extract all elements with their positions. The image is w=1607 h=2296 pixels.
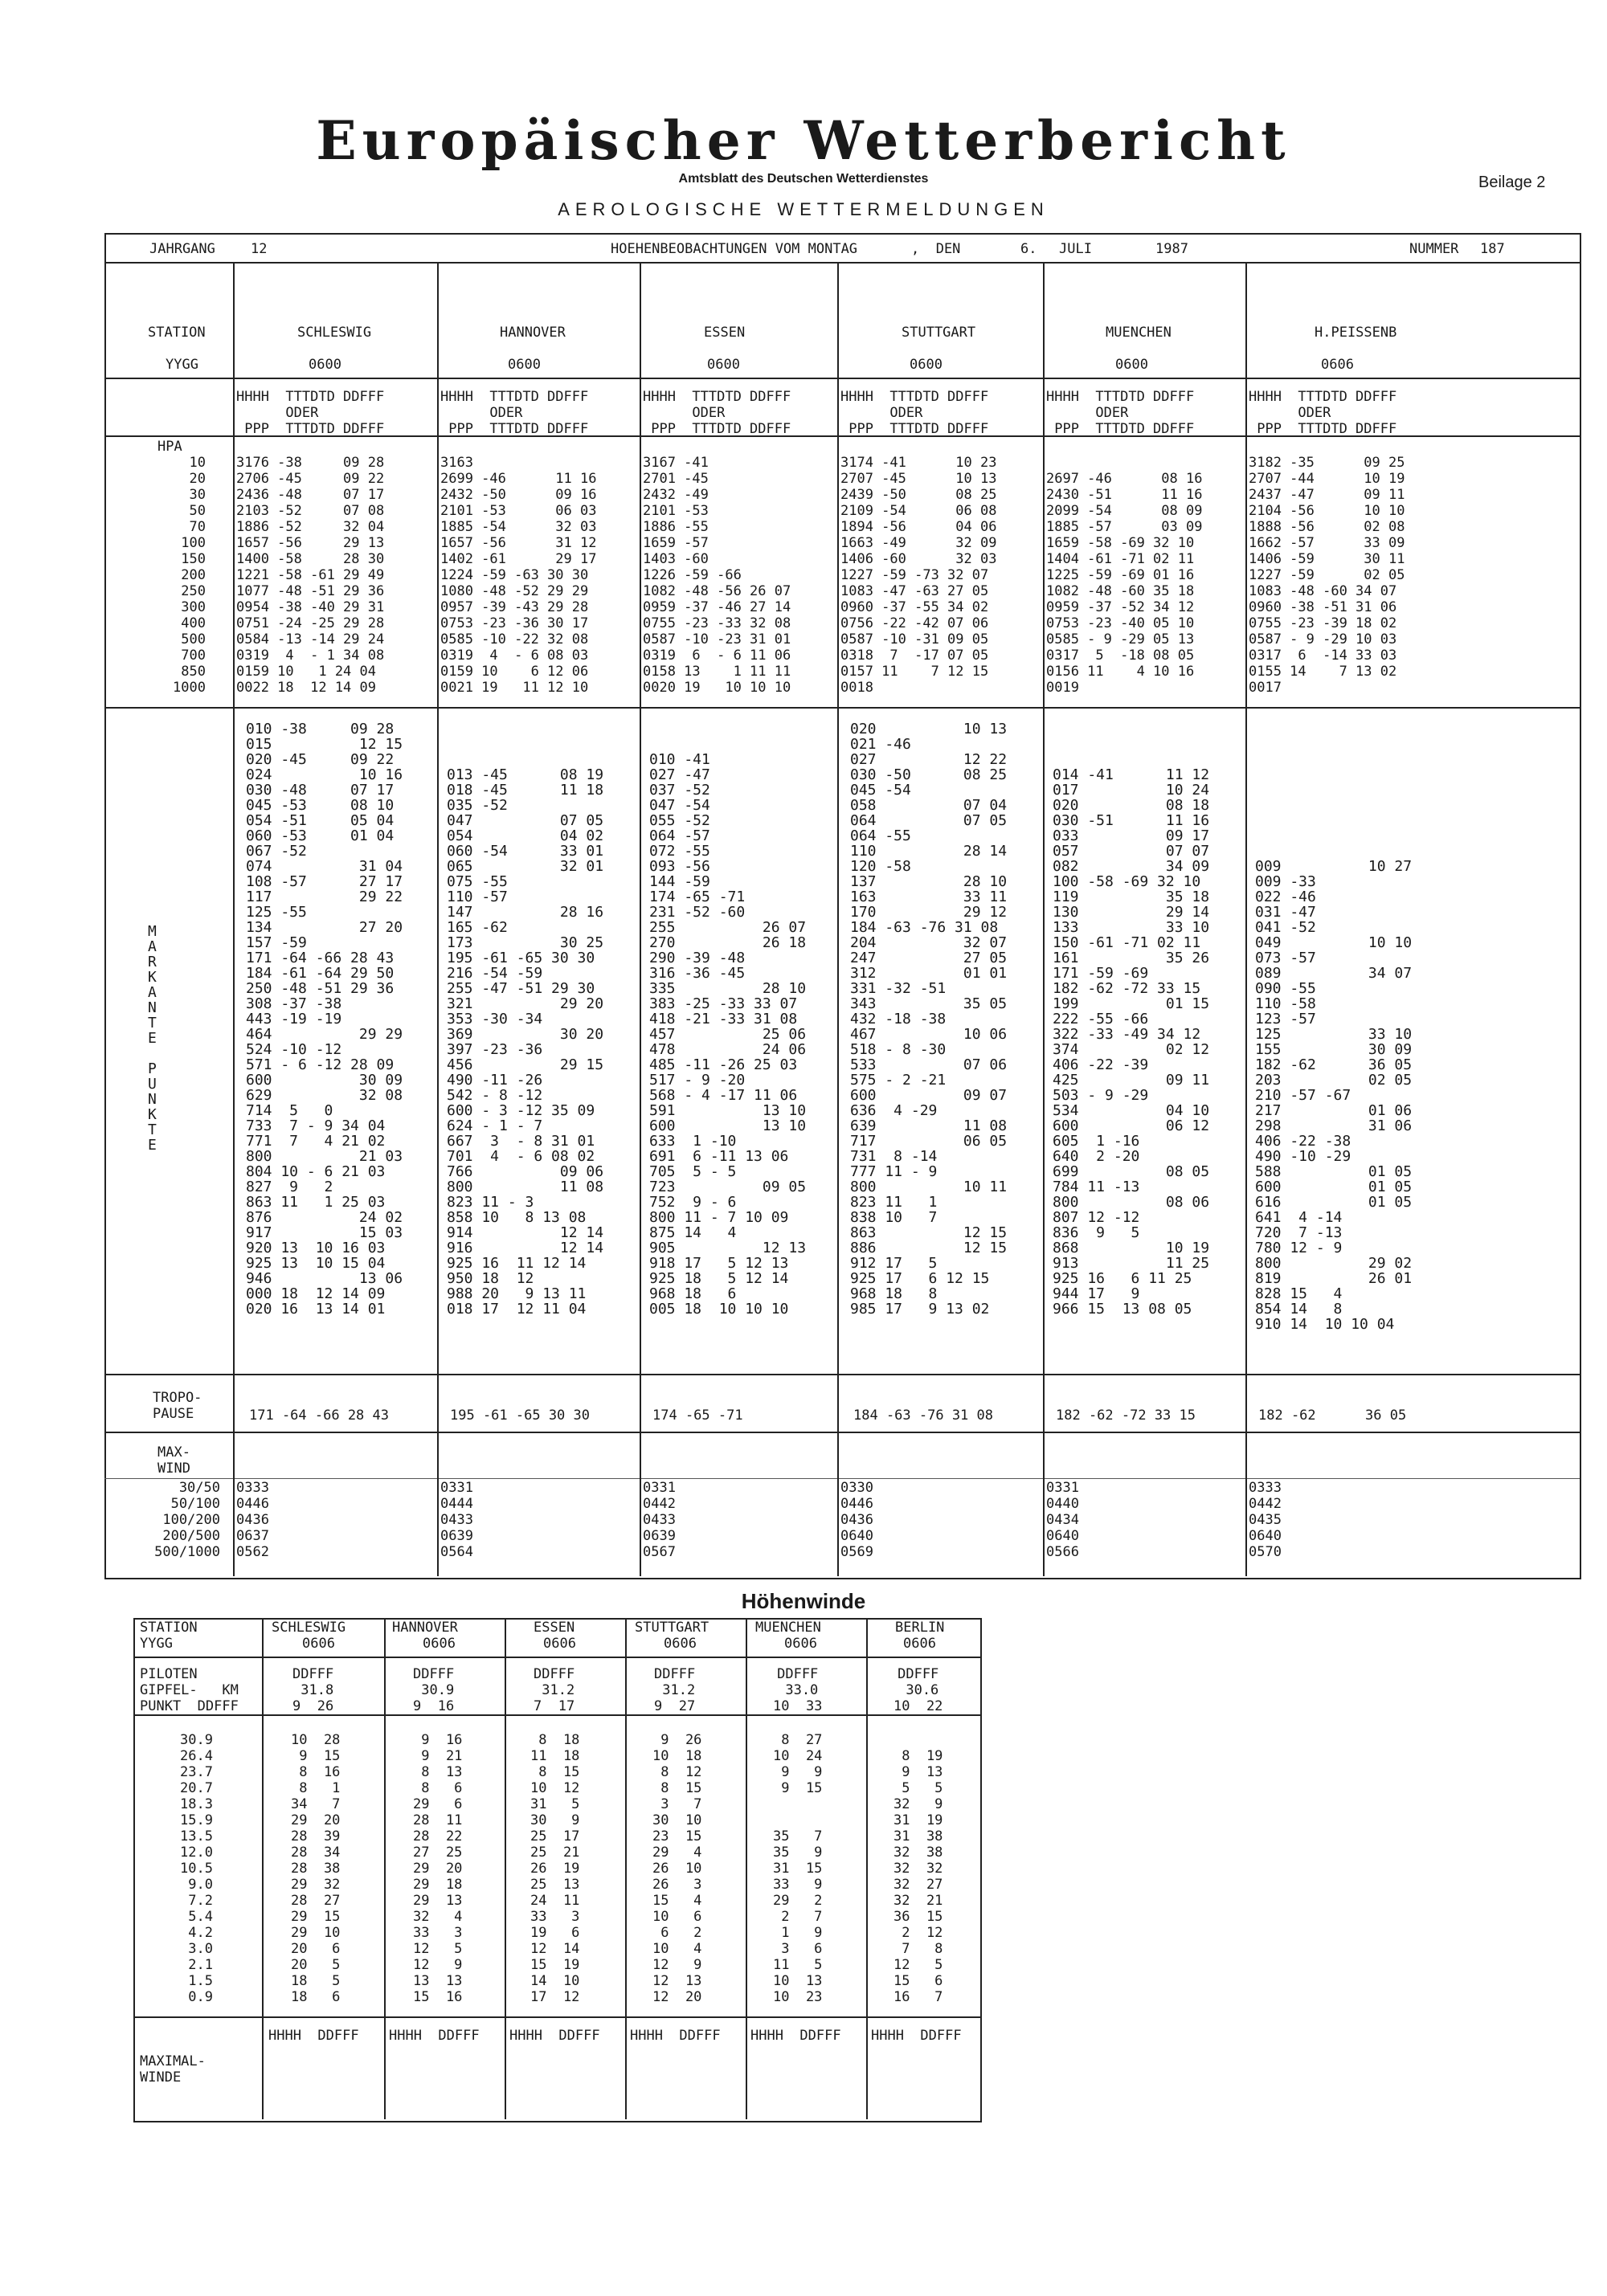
station-name: SCHLESWIG	[297, 325, 372, 341]
gipfel-value: DDFFF 33.0 10 33	[773, 1666, 823, 1714]
standard-levels-peissenberg: 3182 -35 09 25 2707 -44 10 19 2437 -47 09 11 2104 -56 10 10 1888 -56 02 08 1662 -57 33 09 1406 -59 30 11 1227 -59 02 05 1083 -48 -60 34 07 0960 -38 -51 31 06 0755 -23 -39 18 02 0587 - 9 -29 10 03 0317 6 -14 33 03 0155 14 7 13 02 0017	[1249, 455, 1405, 696]
column-heading: HHHH TTTDTD DDFFF ODER PPP TTTDTD DDFFF	[840, 389, 989, 437]
pressure-level: 150	[181, 551, 206, 567]
maxwind-value: 0331 0444 0433 0639 0564	[440, 1480, 473, 1560]
station-name: STUTTGART	[902, 325, 976, 341]
wind-values-muenchen: 8 27 10 24 9 9 9 15 35 7 35 9 31 15 33 9 29 2 2 7 1 9 3 6 11 5 10 13 10 23	[773, 1732, 823, 2005]
jahrgang-label: JAHRGANG	[149, 241, 215, 257]
pressure-level: 700	[181, 648, 206, 664]
tropopause-value: 184 -63 -76 31 08	[853, 1407, 993, 1424]
station-label: STATION	[148, 325, 206, 341]
pressure-level-labels	[121, 455, 206, 696]
section-heading: AEROLOGISCHE WETTERMELDUNGEN	[558, 199, 1049, 219]
tropopause-value: 171 -64 -66 28 43	[249, 1407, 389, 1424]
pressure-level: 10	[189, 455, 206, 471]
pressure-level: 70	[189, 519, 206, 535]
pressure-level: 200	[181, 567, 206, 583]
standard-levels-muenchen: 2697 -46 08 16 2430 -51 11 16 2099 -54 08 09 1885 -57 03 09 1659 -58 -69 32 10 1404 -61 -71 02 11 1225 -59 -69 01 16 1082 -48 -60 35 18 0959 -37 -52 34 12 0753 -23 -40 05 10 0585 - 9 -29 05 13 0317 5 -18 08 05 0156 11 4 10 16 0019	[1046, 471, 1203, 696]
winds-station-time: 0606	[903, 1636, 936, 1652]
wind-values-essen: 8 18 11 18 8 15 10 12 31 5 30 9 25 17 25 21 26 19 25 13 24 11 33 3 19 6 12 14 15 19 14 10 17 12	[530, 1732, 580, 2005]
pressure-level: 400	[181, 615, 206, 631]
jahrgang-value: 12	[251, 241, 268, 257]
pressure-level: 500	[181, 631, 206, 648]
pressure-level: 100	[181, 535, 206, 551]
gipfel-value: DDFFF 30.6 10 22	[893, 1666, 943, 1714]
station-time: 0600	[910, 357, 943, 373]
column-heading: HHHH TTTDTD DDFFF ODER PPP TTTDTD DDFFF	[236, 389, 385, 437]
winds-yygg-label: YYGG	[140, 1636, 173, 1652]
significant-points-essen: 010 -41 027 -47 037 -52 047 -54 055 -52 064 -57 072 -55 093 -56 144 -59 174 -65 -71 231 -52 -60 255 26 07 270 26 18 290 -39 -48 316 -36 -45 335 28 10 383 -25 -33 33 07 418 -21 -33 31 08 457 25 06 478 24 06 485 -11 -26 25 03 517 - 9 -20 568 - 4 -17 11 06 591 13 10 600 13 10 633 1 -10 691 6 -11 13 06 705 5 - 5 723 09 05 752 9 - 6 800 11 - 7 10 09 875 14 4 905 12 13 918 17 5 12 13 925 18 5 12 14 968 18 6 005 18 10 10 10	[649, 751, 807, 1318]
significant-points-stuttgart: 020 10 13 021 -46 027 12 22 030 -50 08 25 045 -54 058 07 04 064 07 05 064 -55 110 28 14 120 -58 137 28 10 163 33 11 170 29 12 184 -63 -76 31 08 204 32 07 247 27 05 312 01 01 331 -32 -51 343 35 05 432 -18 -38 467 10 06 518 - 8 -30 533 07 06 575 - 2 -21 600 09 07 636 4 -29 639 11 08 717 06 05 731 8 -14 777 11 - 9 800 10 11 823 11 1 838 10 7 863 12 15 886 12 15 912 17 5 925 17 6 12 15 968 18 8 985 17 9 13 02	[850, 721, 1008, 1318]
report-subtitle: Amtsblatt des Deutschen Wetterdienstes	[678, 172, 929, 186]
max-column-head: HHHH DDFFF	[268, 2028, 359, 2044]
pressure-level: 300	[181, 599, 206, 615]
wind-values-schleswig: 10 28 9 15 8 16 8 1 34 7 29 20 28 39 28 34 28 38 29 32 28 27 29 15 29 10 20 6 20 5 18 5 18 6	[291, 1732, 341, 2005]
yygg-label: YYGG	[166, 357, 198, 373]
wind-values-berlin: 8 19 9 13 5 5 32 9 31 19 31 38 32 38 32 32 32 27 32 21 36 15 2 12 7 8 12 5 15 6 16 7	[893, 1748, 943, 2005]
tropopause-value: 174 -65 -71	[652, 1407, 743, 1424]
station-time: 0600	[508, 357, 541, 373]
standard-levels-stuttgart: 3174 -41 10 23 2707 -45 10 13 2439 -50 08 25 2109 -54 06 08 1894 -56 04 06 1663 -49 32 09 1406 -60 32 03 1227 -59 -73 32 07 1083 -47 -63 27 05 0960 -37 -55 34 02 0756 -22 -42 07 06 0587 -10 -31 09 05 0318 7 -17 07 05 0157 11 7 12 15 0018	[840, 455, 997, 696]
column-heading: HHHH TTTDTD DDFFF ODER PPP TTTDTD DDFFF	[440, 389, 589, 437]
wind-heights: 30.9 26.4 23.7 20.7 18.3 15.9 13.5 12.0 10.5 9.0 7.2 5.4 4.2 3.0 2.1 1.5 0.9	[180, 1732, 213, 2005]
station-name: ESSEN	[704, 325, 746, 341]
significant-points-hannover: 013 -45 08 19 018 -45 11 18 035 -52 047 07 05 054 04 02 060 -54 33 01 065 32 01 075 -55 110 -57 147 28 16 165 -62 173 30 25 195 -61 -65 30 30 216 -54 -59 255 -47 -51 29 30 321 29 20 353 -30 -34 369 30 20 397 -23 -36 456 29 15 490 -11 -26 542 - 8 -12 600 - 3 -12 35 09 624 - 1 - 7 667 3 - 8 31 01 701 4 - 6 08 02 766 09 06 800 11 08 823 11 - 3 858 10 8 13 08 914 12 14 916 12 14 925 16 11 12 14 950 18 12 988 20 9 13 11 018 17 12 11 04	[447, 766, 604, 1318]
winds-station-time: 0606	[784, 1636, 817, 1652]
gipfel-value: DDFFF 31.8 9 26	[292, 1666, 334, 1714]
den-label: , DEN	[911, 241, 961, 257]
tropopause-label: TROPO- PAUSE	[153, 1390, 202, 1422]
date-month: JULI	[1059, 241, 1092, 257]
maxwind-value: 0331 0440 0434 0640 0566	[1046, 1480, 1079, 1560]
station-time: 0600	[1115, 357, 1148, 373]
nummer-value: 187	[1480, 241, 1505, 257]
date-day: 6.	[1020, 241, 1037, 257]
max-column-head: HHHH DDFFF	[630, 2028, 721, 2044]
significant-points-peissenberg: 009 10 27 009 -33 022 -46 031 -47 041 -52 049 10 10 073 -57 089 34 07 090 -55 110 -58 123 -57 125 33 10 155 30 09 182 -62 36 05 203 02 05 210 -57 -67 217 01 06 298 31 06 406 -22 -38 490 -10 -29 588 01 05 600 01 05 616 01 05 641 4 -14 720 7 -13 780 12 - 9 800 29 02 819 26 01 828 15 4 854 14 8 910 14 10 10 04	[1255, 858, 1413, 1333]
max-column-head: HHHH DDFFF	[389, 2028, 480, 2044]
tropopause-value: 182 -62 -72 33 15	[1056, 1407, 1196, 1424]
observation-label: HOEHENBEOBACHTUNGEN VOM MONTAG	[611, 241, 858, 257]
column-heading: HHHH TTTDTD DDFFF ODER PPP TTTDTD DDFFF	[643, 389, 791, 437]
tropopause-value: 182 -62 36 05	[1258, 1407, 1407, 1424]
winds-station-time: 0606	[664, 1636, 697, 1652]
station-time: 0600	[309, 357, 341, 373]
winds-station-name: MUENCHEN	[755, 1620, 821, 1636]
station-time: 0600	[707, 357, 740, 373]
max-column-head: HHHH DDFFF	[750, 2028, 841, 2044]
standard-levels-hannover: 3163 2699 -46 11 16 2432 -50 09 16 2101 -53 06 03 1885 -54 32 03 1657 -56 31 12 1402 -61 29 17 1224 -59 -63 30 30 1080 -48 -52 29 29 0957 -39 -43 29 28 0753 -23 -36 30 17 0585 -10 -22 32 08 0319 4 - 6 08 03 0159 10 6 12 06 0021 19 11 12 10	[440, 455, 597, 696]
pressure-level: 20	[189, 471, 206, 487]
supplement-label: Beilage 2	[1478, 174, 1546, 191]
date-year: 1987	[1155, 241, 1188, 257]
nummer-label: NUMMER	[1409, 241, 1459, 257]
pressure-level: 250	[181, 583, 206, 599]
maxwind-levels: 30/50 50/100 100/200 200/500 500/1000	[154, 1480, 220, 1560]
winds-station-time: 0606	[302, 1636, 335, 1652]
gipfel-value: DDFFF 31.2 7 17	[534, 1666, 575, 1714]
column-heading: HHHH TTTDTD DDFFF ODER PPP TTTDTD DDFFF	[1046, 389, 1195, 437]
winds-station-time: 0606	[423, 1636, 456, 1652]
hpa-label: HPA	[157, 439, 182, 455]
column-heading: HHHH TTTDTD DDFFF ODER PPP TTTDTD DDFFF	[1249, 389, 1397, 437]
station-name: MUENCHEN	[1106, 325, 1172, 341]
winds-station-name: HANNOVER	[392, 1620, 458, 1636]
significant-points-muenchen: 014 -41 11 12 017 10 24 020 08 18 030 -51 11 16 033 09 17 057 07 07 082 34 09 100 -58 -69 32 10 119 35 18 130 29 14 133 33 10 150 -61 -71 02 11 161 35 26 171 -59 -69 182 -62 -72 33 15 199 01 15 222 -55 -66 322 -33 -49 34 12 374 02 12 406 -22 -39 425 09 11 503 - 9 -29 534 04 10 600 06 12 605 1 -16 640 2 -20 699 08 05 784 11 -13 800 08 06 807 12 -12 836 9 5 868 10 19 913 11 25 925 16 6 11 25 944 17 9 966 15 13 08 05	[1053, 766, 1210, 1318]
maxwind-value: 0333 0442 0435 0640 0570	[1249, 1480, 1282, 1560]
winds-station-label: STATION	[140, 1620, 198, 1636]
upper-winds-title: Höhenwinde	[741, 1589, 866, 1613]
piloten-label: PILOTEN GIPFEL- KM PUNKT DDFFF	[140, 1666, 239, 1714]
station-name: H.PEISSENB	[1315, 325, 1397, 341]
station-time: 0606	[1321, 357, 1354, 373]
winds-station-name: ESSEN	[534, 1620, 575, 1636]
gipfel-value: DDFFF 31.2 9 27	[654, 1666, 696, 1714]
winds-station-name: BERLIN	[895, 1620, 945, 1636]
max-column-head: HHHH DDFFF	[871, 2028, 962, 2044]
pressure-level: 50	[189, 503, 206, 519]
significant-points-schleswig: 010 -38 09 28 015 12 15 020 -45 09 22 024 10 16 030 -48 07 17 045 -53 08 10 054 -51 05 04 060 -53 01 04 067 -52 074 31 04 108 -57 27 17 117 29 22 125 -55 134 27 20 157 -59 171 -64 -66 28 43 184 -61 -64 29 50 250 -48 -51 29 36 308 -37 -38 443 -19 -19 464 29 29 524 -10 -12 571 - 6 -12 28 09 600 30 09 629 32 08 714 5 0 733 7 - 9 34 04 771 7 4 21 02 800 21 03 804 10 - 6 21 03 827 9 2 863 11 1 25 03 876 24 02 917 15 03 920 13 10 16 03 925 13 10 15 04 946 13 06 000 18 12 14 09 020 16 13 14 01	[246, 721, 403, 1318]
maxwind-value: 0331 0442 0433 0639 0567	[643, 1480, 676, 1560]
winds-station-name: SCHLESWIG	[272, 1620, 346, 1636]
tropopause-value: 195 -61 -65 30 30	[450, 1407, 590, 1424]
max-column-head: HHHH DDFFF	[509, 2028, 600, 2044]
winds-station-name: STUTTGART	[635, 1620, 709, 1636]
wind-values-stuttgart: 9 26 10 18 8 12 8 15 3 7 30 10 23 15 29 4 26 10 26 3 15 4 10 6 6 2 10 4 12 9 12 13 12 20	[652, 1732, 702, 2005]
standard-levels-essen: 3167 -41 2701 -45 2432 -49 2101 -53 1886 -55 1659 -57 1403 -60 1226 -59 -66 1082 -48 -56 26 07 0959 -37 -46 27 14 0755 -23 -33 32 08 0587 -10 -23 31 01 0319 6 - 6 11 06 0158 13 1 11 11 0020 19 10 10 10	[643, 455, 791, 696]
maxwind-value: 0330 0446 0436 0640 0569	[840, 1480, 873, 1560]
wind-values-hannover: 9 16 9 21 8 13 8 6 29 6 28 11 28 22 27 25 29 20 29 18 29 13 32 4 33 3 12 5 12 9 13 13 15 16	[413, 1732, 463, 2005]
report-title: Europäischer Wetterbericht	[316, 109, 1291, 172]
markante-punkte-label: M A R K A N T E P U N K T E	[148, 923, 157, 1154]
maxwind-label: MAX- WIND	[157, 1444, 190, 1477]
maxwind-value: 0333 0446 0436 0637 0562	[236, 1480, 269, 1560]
pressure-level: 30	[189, 487, 206, 503]
standard-levels-schleswig: 3176 -38 09 28 2706 -45 09 22 2436 -48 07 17 2103 -52 07 08 1886 -52 32 04 1657 -56 29 13 1400 -58 28 30 1221 -58 -61 29 49 1077 -48 -51 29 36 0954 -38 -40 29 31 0751 -24 -25 29 28 0584 -13 -14 29 24 0319 4 - 1 34 08 0159 10 1 24 04 0022 18 12 14 09	[236, 455, 385, 696]
winds-station-time: 0606	[543, 1636, 576, 1652]
station-name: HANNOVER	[500, 325, 566, 341]
gipfel-value: DDFFF 30.9 9 16	[413, 1666, 455, 1714]
pressure-level: 850	[181, 664, 206, 680]
pressure-level: 1000	[173, 680, 206, 696]
maximal-winde-label: MAXIMAL- WINDE	[140, 2053, 206, 2086]
